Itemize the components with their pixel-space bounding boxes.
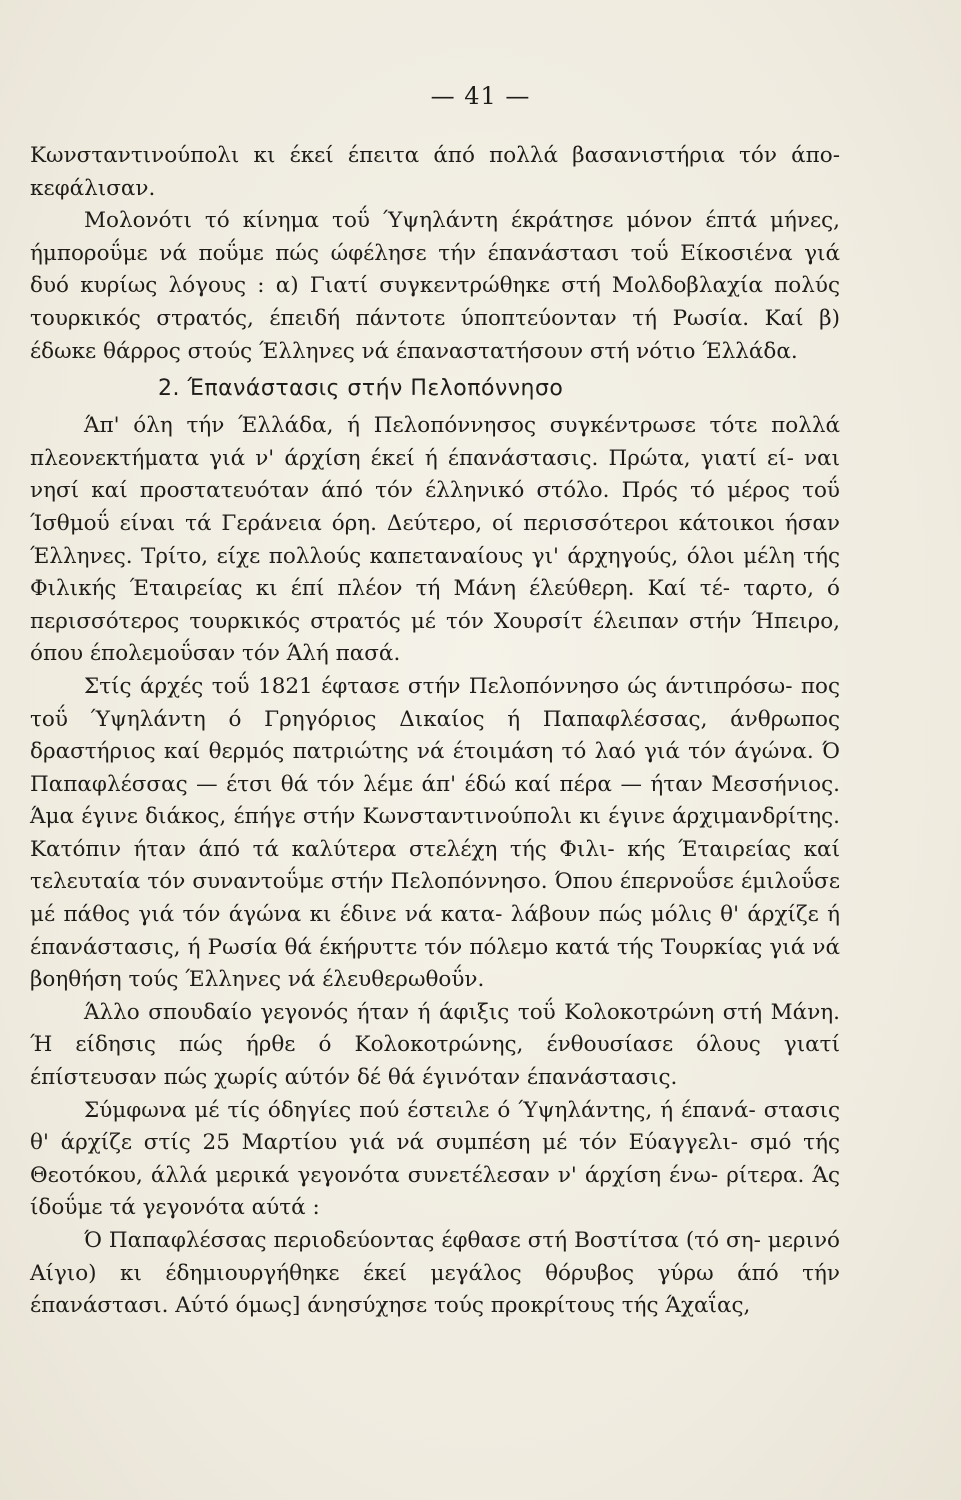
section-heading: 2. Έπανάστασις στήν Πελοπόννησο (158, 376, 564, 402)
paragraph-4: Άλλο σπουδαίο γεγονός ήταν ή άφιξις τοΰ Κολοκοτρώνη στή Μάνη. Ή είδησις πώς ήρθε ό Κολοκοτρώνης, ένθουσίασε όλους γιατί έπίστευσαν πώς χωρίς αύτόν δέ θά έγινόταν έπανάστασις. (30, 999, 840, 1091)
paragraph-3: Στίς άρχές τοΰ 1821 έφτασε στήν Πελοπόννησο ώς άντιπρόσω- πος τοΰ Ύψηλάντη ό Γρηγόριος Δικαίος ή Παπαφλέσσας, άνθρωπος δραστήριος καί θερμός πατριώτης νά έτοιμάση τό λαό γιά τόν άγώνα. Ό Παπαφλέσσας — έτσι θά τόν λέμε άπ' έδώ καί πέρα — ήταν Μεσσήνιος. Άμα έγινε διάκος, έπήγε στήν Κωνσταντινούπολι κι έγινε άρχιμανδρίτης. Κατόπιν ήταν άπό τά καλύτερα στελέχη τής Φιλι- κής Έταιρείας καί τελευταία τόν συναντοΰμε στήν Πελοπόννησο. Όπου έπερνοΰσε έμιλοΰσε μέ πάθος γιά τόν άγώνα κι έδινε νά κατα- λάβουν πώς μόλις θ' άρχίζε ή έπανάστασις, ή Ρωσία θά έκήρυττε τόν πόλεμο κατά τής Τουρκίας γιά νά βοηθήση τούς Έλληνες νά έλευθερωθοΰν. (30, 673, 840, 993)
paragraph-5: Σύμφωνα μέ τίς όδηγίες πού έστειλε ό Ύψηλάντης, ή έπανά- στασις θ' άρχίζε στίς 25 Μαρτίου γιά νά συμπέση μέ τόν Εύαγγελι- σμό τής Θεοτόκου, άλλά μερικά γεγονότα συνετέλεσαν ν' άρχίση ένω- ρίτερα. Άς ίδοΰμε τά γεγονότα αύτά : (30, 1097, 840, 1221)
body-text (30, 140, 840, 1323)
intro-paragraph: Κωνσταντινούπολι κι έκεί έπειτα άπό πολλά βασανιστήρια τόν άπο- κεφάλισαν. (30, 143, 840, 201)
paragraph-1: Μολονότι τό κίνημα τοΰ Ύψηλάντη έκράτησε μόνον έπτά μήνες, ήμποροΰμε νά ποΰμε πώς ώφέλησε τήν έπανάστασι τοΰ Είκοσιένα γιά δυό κυρίως λόγους : α) Γιατί συγκεντρώθηκε στή Μολδοβλαχία πολύς τουρκικός στρατός, έπειδή πάντοτε ύποπτεύονταν τή Ρωσία. Καί β) έδωκε θάρρος στούς Έλληνες νά έπαναστατήσουν στή νότιο Έλλάδα. (30, 208, 840, 364)
paragraph-6: Ό Παπαφλέσσας περιοδεύοντας έφθασε στή Βοστίτσα (τό ση- μερινό Αίγιο) κι έδημιουργήθηκε έκεί μεγάλος θόρυβος γύρω άπό τήν έπανάστασι. Αύτό όμως] άνησύχησε τούς προκρίτους τής Άχαΐας, (30, 1228, 840, 1319)
paragraph-2: Άπ' όλη τήν Έλλάδα, ή Πελοπόννησος συγκέντρωσε τότε πολλά πλεονεκτήματα γιά ν' άρχίση έκεί ή έπανάστασις. Πρώτα, γιατί εί- ναι νησί καί προστατευόταν άπό τόν έλληνικό στόλο. Πρός τό μέρος τοΰ Ίσθμοΰ είναι τά Γεράνεια όρη. Δεύτερο, οί περισσότεροι κάτοικοι ήσαν Έλληνες. Τρίτο, είχε πολλούς καπεταναίους γι' άρχηγούς, όλοι μέλη τής Φιλικής Έταιρείας κι έπί πλέον τή Μάνη έλεύθερη. Καί τέ- ταρτο, ό περισσότερος τουρκικός στρατός μέ τόν Χουρσίτ έλειπαν στήν Ήπειρο, όπου έπολεμοΰσαν τόν Άλή πασά. (30, 413, 840, 667)
page-number: — 41 — (430, 82, 531, 110)
